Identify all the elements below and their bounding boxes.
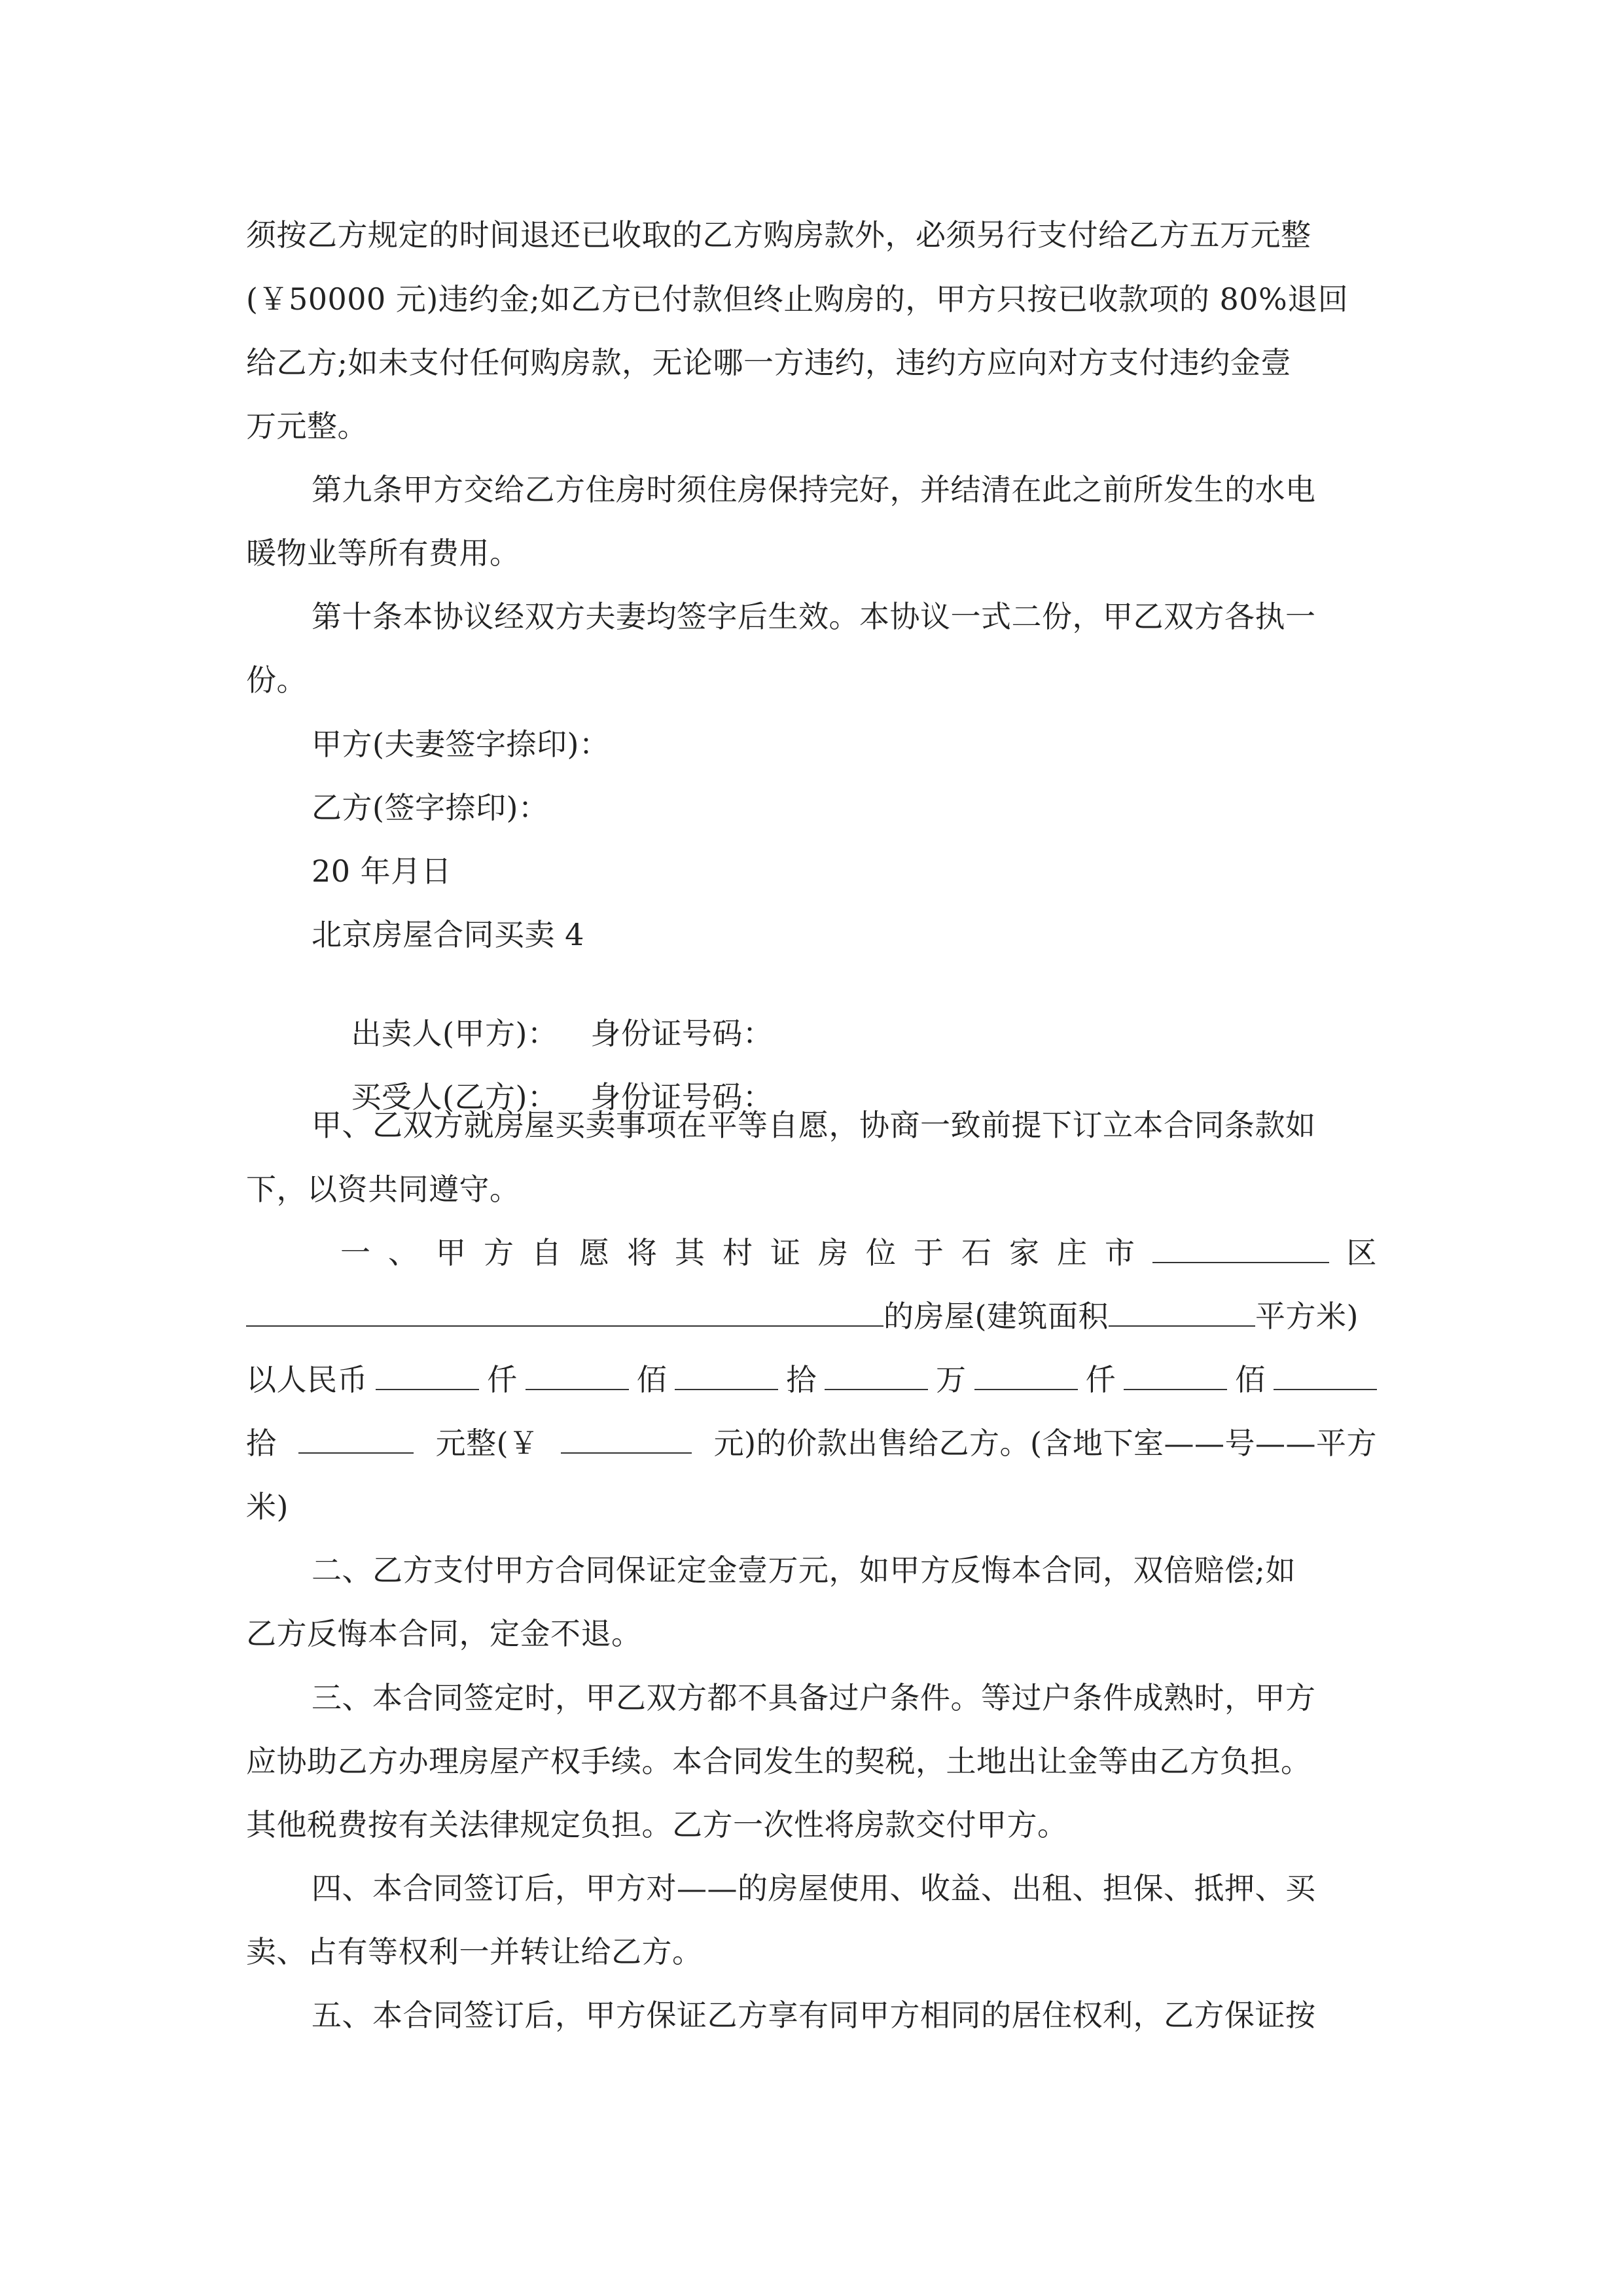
- price-blank[interactable]: [675, 1359, 778, 1390]
- signature-party-a: 甲方(夫妻签字捺印)：: [312, 726, 610, 762]
- price-blank[interactable]: [974, 1359, 1078, 1390]
- price-blank[interactable]: [1274, 1359, 1377, 1390]
- text-line: 第九条甲方交给乙方住房时须住房保持完好，并结清在此之前所发生的水电: [312, 472, 1316, 507]
- text-line: 万元整。: [246, 408, 368, 444]
- text-line: 份。: [246, 662, 307, 698]
- seller-id-label: 身份证号码：: [590, 1016, 774, 1051]
- clause-one-line-4: 拾 元整(￥ 元)的价款出售给乙方。(含地下室——号——平方: [246, 1420, 1377, 1463]
- area-blank[interactable]: [1109, 1295, 1255, 1327]
- amount-blank[interactable]: [561, 1422, 692, 1454]
- price-blank[interactable]: [376, 1359, 479, 1390]
- text-line: 乙方反悔本合同，定金不退。: [246, 1616, 642, 1651]
- text-line: 三、本合同签定时，甲乙双方都不具备过户条件。等过户条件成熟时，甲方: [312, 1680, 1316, 1715]
- address-blank[interactable]: [246, 1295, 883, 1327]
- text-line: 给乙方;如未支付任何购房款，无论哪一方违约，违约方应向对方支付违约金壹: [246, 345, 1291, 380]
- price-blank[interactable]: [1124, 1359, 1227, 1390]
- text-line: 暖物业等所有费用。: [246, 535, 520, 571]
- text-line: 下，以资共同遵守。: [246, 1172, 520, 1207]
- clause-one-line-2: 的房屋(建筑面积 平方米): [246, 1293, 1359, 1336]
- text-line: 应协助乙方办理房屋产权手续。本合同发生的契税，土地出让金等由乙方负担。: [246, 1744, 1311, 1779]
- text-line: 二、乙方支付甲方合同保证定金壹万元，如甲方反悔本合同，双倍赔偿;如: [312, 1552, 1296, 1588]
- text-line: 须按乙方规定的时间退还已收取的乙方购房款外，必须另行支付给乙方五万元整: [246, 217, 1311, 253]
- text-line: 其他税费按有关法律规定负担。乙方一次性将房款交付甲方。: [246, 1807, 1068, 1842]
- signature-party-b: 乙方(签字捺印)：: [312, 790, 549, 825]
- price-blank[interactable]: [825, 1359, 928, 1390]
- price-blank[interactable]: [526, 1359, 629, 1390]
- text-line: 米): [246, 1489, 289, 1524]
- seller-label: 出卖人(甲方)：: [351, 1016, 558, 1051]
- district-blank[interactable]: [1152, 1232, 1329, 1263]
- clause-one-line-1: 一 、 甲 方 自 愿 将 其 村 证 房 位 于 石 家 庄 市 区: [340, 1229, 1377, 1272]
- clause-one-line-3: 以人民币 仟 佰 拾 万 仟 佰: [246, 1356, 1377, 1399]
- price-blank[interactable]: [298, 1422, 414, 1454]
- signature-date: 20 年月日: [312, 853, 452, 889]
- buyer-label: 买受人(乙方)：: [351, 1079, 558, 1115]
- section-title: 北京房屋合同买卖 4: [312, 917, 584, 952]
- text-line: 五、本合同签订后，甲方保证乙方享有同甲方相同的居住权利，乙方保证按: [312, 1998, 1316, 2033]
- text-line: 甲、乙双方就房屋买卖事项在平等自愿，协商一致前提下订立本合同条款如: [312, 1107, 1316, 1143]
- text-line: 卖、占有等权利一并转让给乙方。: [246, 1934, 703, 1969]
- text-line: (￥50000 元)违约金;如乙方已付款但终止购房的，甲方只按已收款项的 80%退回: [246, 281, 1349, 317]
- buyer-id-label: 身份证号码：: [590, 1079, 774, 1115]
- text-line: 第十条本协议经双方夫妻均签字后生效。本协议一式二份，甲乙双方各执一: [312, 599, 1316, 634]
- text-line: 四、本合同签订后，甲方对——的房屋使用、收益、出租、担保、抵押、买: [312, 1871, 1316, 1906]
